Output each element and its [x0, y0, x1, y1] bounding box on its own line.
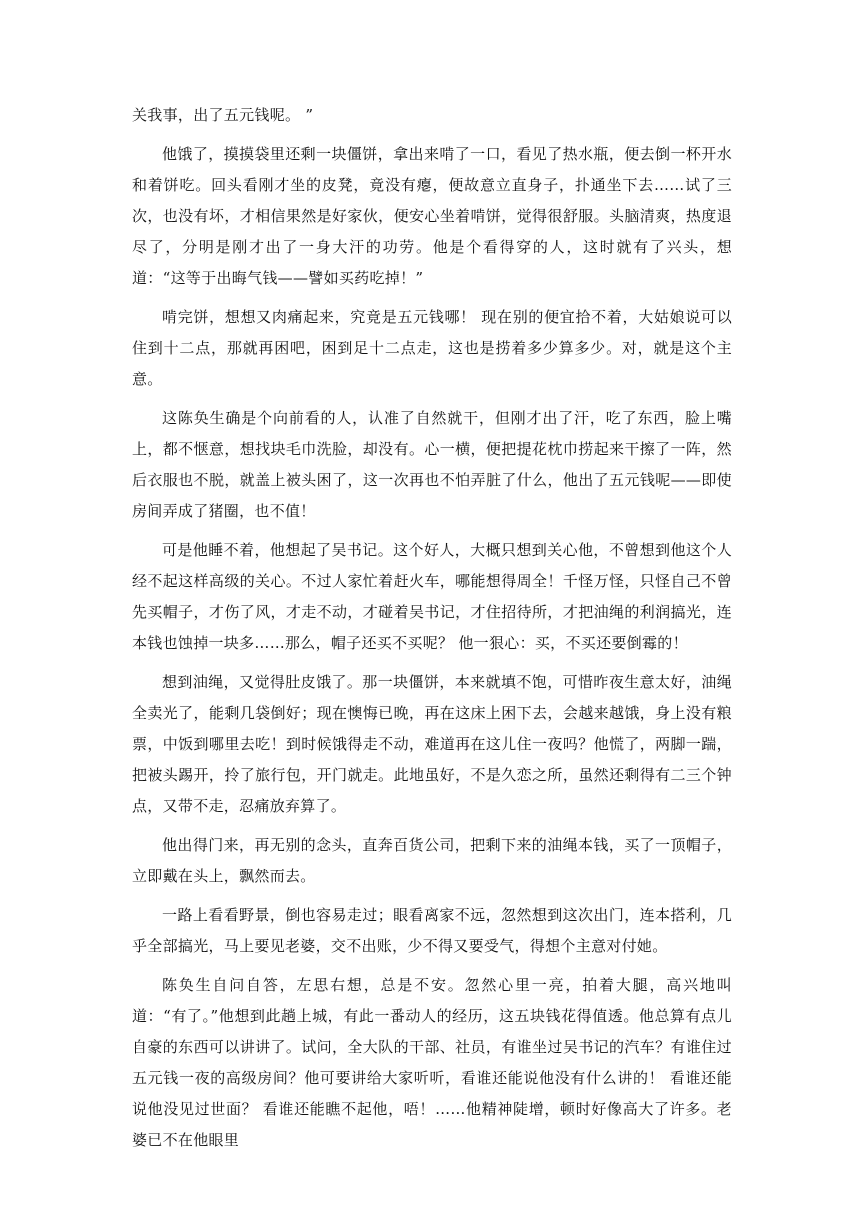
- paragraph: 想到油绳，又觉得肚皮饿了。那一块僵饼，本来就填不饱，可惜昨夜生意太好，油绳全卖光了，能剩几袋倒好；现在懊悔已晚，再在这床上困下去，会越来越饿，身上没有粮票，中饭到哪里去吃！到时候饿得走不动，难道再在这儿住一夜吗？他慌了，两脚一踹，把被头踢开，拎了旅行包，开门就走。此地虽好，不是久恋之所，虽然还剩得有二三个钟点，又带不走，忍痛放弃算了。: [132, 673, 732, 815]
- paragraph: 他出得门来，再无别的念头，直奔百货公司，把剩下来的油绳本钱，买了一顶帽子，立即戴在头上，飘然而去。: [132, 836, 732, 885]
- paragraph-continuation: 关我事，出了五元钱呢。 ”: [132, 106, 314, 124]
- paragraph: 陈奂生自问自答，左思右想，总是不安。忽然心里一亮，拍着大腿，高兴地叫道：“有了。”他想到此趟上城，有此一番动人的经历，这五块钱花得值透。他总算有点儿自豪的东西可以讲讲了。试问，全大队的干部、社员，有谁坐过吴书记的汽车？有谁住过五元钱一夜的高级房间？他可要讲给大家听听，看谁还能说他没有什么讲的！ 看谁还能说他没见过世面？ 看谁还能瞧不起他，唔！……他精神陡增，顿时好像高大了许多。老婆已不在他眼里: [132, 976, 732, 1149]
- document-page: [132, 100, 732, 1164]
- paragraph: 可是他睡不着，他想起了吴书记。这个好人，大概只想到关心他，不曾想到他这个人经不起这样高级的关心。不过人家忙着赶火车，哪能想得周全！千怪万怪，只怪自己不曾先买帽子，才伤了风，才走不动，才碰着吴书记，才住招待所，才把油绳的利润搞光，连本钱也蚀掉一块多……那么，帽子还买不买呢？ 他一狠心：买，不买还要倒霉的！: [132, 541, 732, 652]
- paragraph: 一路上看看野景，倒也容易走过；眼看离家不远，忽然想到这次出门，连本搭利，几乎全部搞光，马上要见老婆，交不出账，少不得又要受气，得想个主意对付她。: [132, 906, 732, 955]
- paragraph: 啃完饼，想想又肉痛起来，究竟是五元钱哪！ 现在别的便宜拾不着，大姑娘说可以住到十二点，那就再困吧，困到足十二点走，这也是捞着多少算多少。对，就是这个主意。: [132, 308, 732, 388]
- paragraph: 他饿了，摸摸袋里还剩一块僵饼，拿出来啃了一口，看见了热水瓶，便去倒一杯开水和着饼吃。回头看刚才坐的皮凳，竟没有瘪，便故意立直身子，扑通坐下去……试了三次，也没有坏，才相信果然是好家伙，便安心坐着啃饼，觉得很舒服。头脑清爽，热度退尽了，分明是刚才出了一身大汗的功劳。他是个看得穿的人，这时就有了兴头，想道：“这等于出晦气钱——譬如买药吃掉！”: [132, 145, 732, 287]
- paragraph: 这陈奂生确是个向前看的人，认准了自然就干，但刚才出了汗，吃了东西，脸上嘴上，都不惬意，想找块毛巾洗脸，却没有。心一横，便把提花枕巾捞起来干擦了一阵，然后衣服也不脱，就盖上被头困了，这一次再也不怕弄脏了什么，他出了五元钱呢——即使房间弄成了猪圈，也不值！: [132, 409, 732, 520]
